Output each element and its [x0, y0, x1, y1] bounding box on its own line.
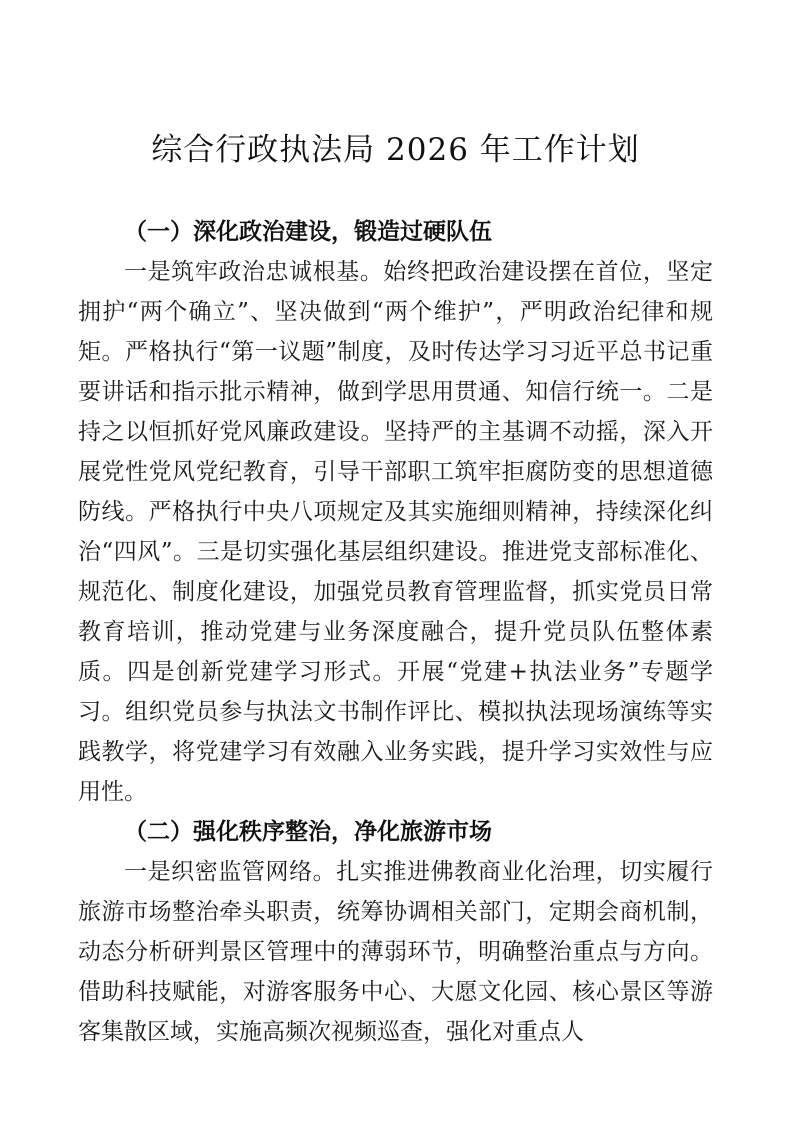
- section-1-paragraph: 一是筑牢政治忠诚根基。始终把政治建设摆在首位，坚定拥护“两个确立”、坚决做到“两个维护”，严明政治纪律和规矩。严格执行“第一议题”制度，及时传达学习习近平总书记重要讲话和指示批示精神，做到学思用贯通、知信行统一。二是持之以恒抓好党风廉政建设。坚持严的主基调不动摇，深入开展党性党风党纪教育，引导干部职工筑牢拒腐防变的思想道德防线。严格执行中央八项规定及其实施细则精神，持续深化纠治“四风”。三是切实强化基层组织建设。推进党支部标准化、规范化、制度化建设，加强党员教育管理监督，抓实党员日常教育培训，推动党建与业务深度融合，提升党员队伍整体素质。四是创新党建学习形式。开展“党建+执法业务”专题学习。组织党员参与执法文书制作评比、模拟执法现场演练等实践教学，将党建学习有效融入业务实践，提升学习实效性与应用性。: [78, 259, 713, 805]
- section-1-heading: （一）深化政治建设，锻造过硬队伍: [124, 218, 492, 245]
- section-2-heading: （二）强化秩序整治，净化旅游市场: [124, 818, 492, 845]
- document-title: 综合行政执法局 2026 年工作计划: [151, 132, 640, 168]
- section-political-building: [78, 212, 713, 812]
- section-order-rectification: [78, 812, 713, 1052]
- section-2-paragraph: 一是织密监管网络。扎实推进佛教商业化治理，切实履行旅游市场整治牵头职责，统筹协调相关部门，定期会商机制，动态分析研判景区管理中的薄弱环节，明确整治重点与方向。借助科技赋能，对游客服务中心、大愿文化园、核心景区等游客集散区域，实施高频次视频巡查，强化对重点人: [78, 859, 713, 1045]
